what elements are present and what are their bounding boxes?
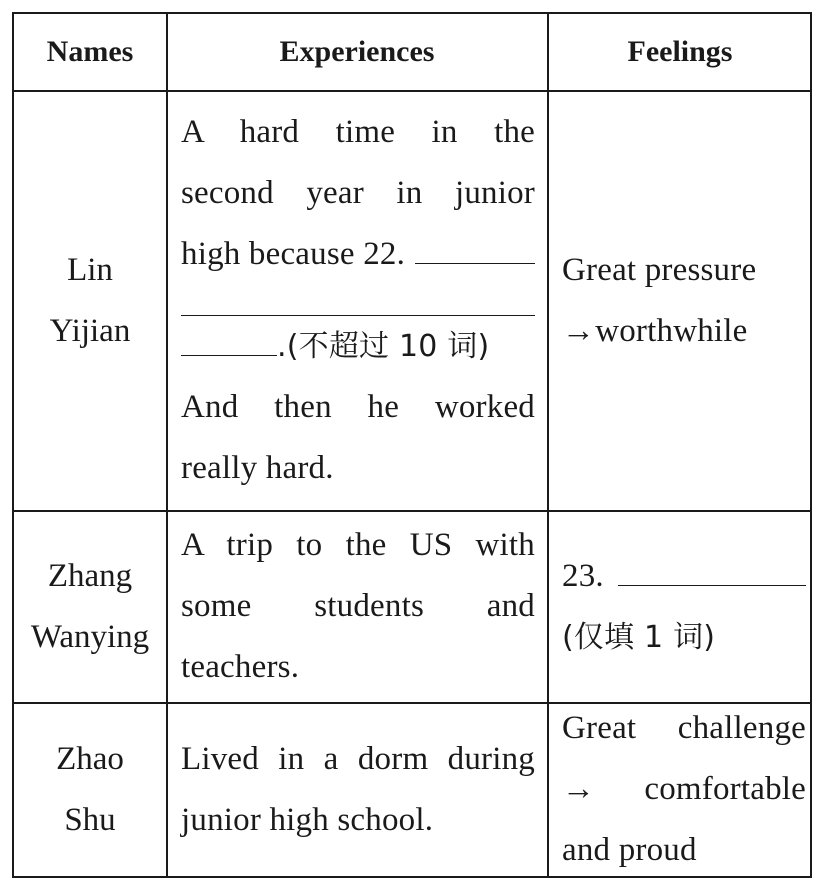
row-2-name-line-2: Wanying [30, 618, 150, 655]
row-2-exp-line-2: some students and [181, 588, 535, 624]
row-2-question-number: 23. [562, 557, 604, 594]
row-2-feeling [562, 511, 806, 702]
row-1-exp-line-4 [181, 285, 535, 316]
row-2-exp-line-3: teachers. [181, 649, 300, 685]
row-2-experience [181, 511, 535, 702]
row-3-exp-line-2: junior high school. [181, 801, 434, 838]
row-2-name-line-1: Zhang [47, 557, 133, 594]
row-2-feeling-line-1 [562, 546, 806, 607]
row-1-exp-line-2: second year in junior [181, 175, 535, 212]
row-3-feeling-line-3: and proud [562, 832, 697, 868]
row-3-name [14, 703, 166, 876]
column-divider-2 [547, 14, 549, 876]
header-names-label: Names [46, 35, 134, 68]
row-1-exp-line-7: really hard. [181, 449, 334, 486]
row-1-word-limit-note: .(不超过 10 词) [277, 328, 490, 364]
row-1-exp-line-1: A hard time in the [181, 114, 535, 151]
row-1-name-line-1: Lin [67, 251, 113, 288]
row-1-exp-line-3 [181, 224, 535, 285]
row-3-exp-line-1: Lived in a dorm during [181, 740, 535, 777]
row-3-name-line-2: Shu [64, 801, 116, 838]
header-names [14, 14, 166, 90]
row-3-name-line-1: Zhao [56, 740, 124, 777]
answer-blank-22-b[interactable] [181, 285, 535, 316]
header-experiences-label: Experiences [279, 35, 435, 68]
row-3-experience [181, 703, 535, 876]
row-1-feeling-line-2: →worthwhile [562, 312, 748, 349]
header-experiences [167, 14, 547, 90]
column-divider-1 [166, 14, 168, 876]
row-1-name-line-2: Yijian [49, 312, 131, 349]
row-1-feeling [562, 91, 806, 510]
row-2-name [14, 511, 166, 702]
row-1-name [14, 91, 166, 510]
header-feelings-label: Feelings [627, 35, 733, 68]
row-1-experience [181, 91, 535, 510]
answer-blank-23[interactable] [618, 555, 806, 586]
answer-blank-22-a[interactable] [415, 233, 535, 264]
row-3-feeling-line-1: Great challenge [562, 710, 806, 746]
row-1-exp-line-3-text: high because 22. [181, 236, 406, 273]
row-1-feeling-line-1: Great pressure [562, 251, 757, 288]
row-1-exp-line-6: And then he worked [181, 388, 535, 425]
row-3-feeling [562, 703, 806, 876]
row-1-exp-line-5 [181, 316, 535, 377]
row-2-exp-line-1: A trip to the US with [181, 527, 535, 563]
row-2-word-limit-note: (仅填 1 词) [562, 619, 716, 655]
answer-table [12, 12, 812, 878]
answer-blank-22-c[interactable] [181, 325, 277, 356]
row-3-feeling-line-2: → comfortable [562, 771, 806, 807]
header-feelings [548, 14, 812, 90]
